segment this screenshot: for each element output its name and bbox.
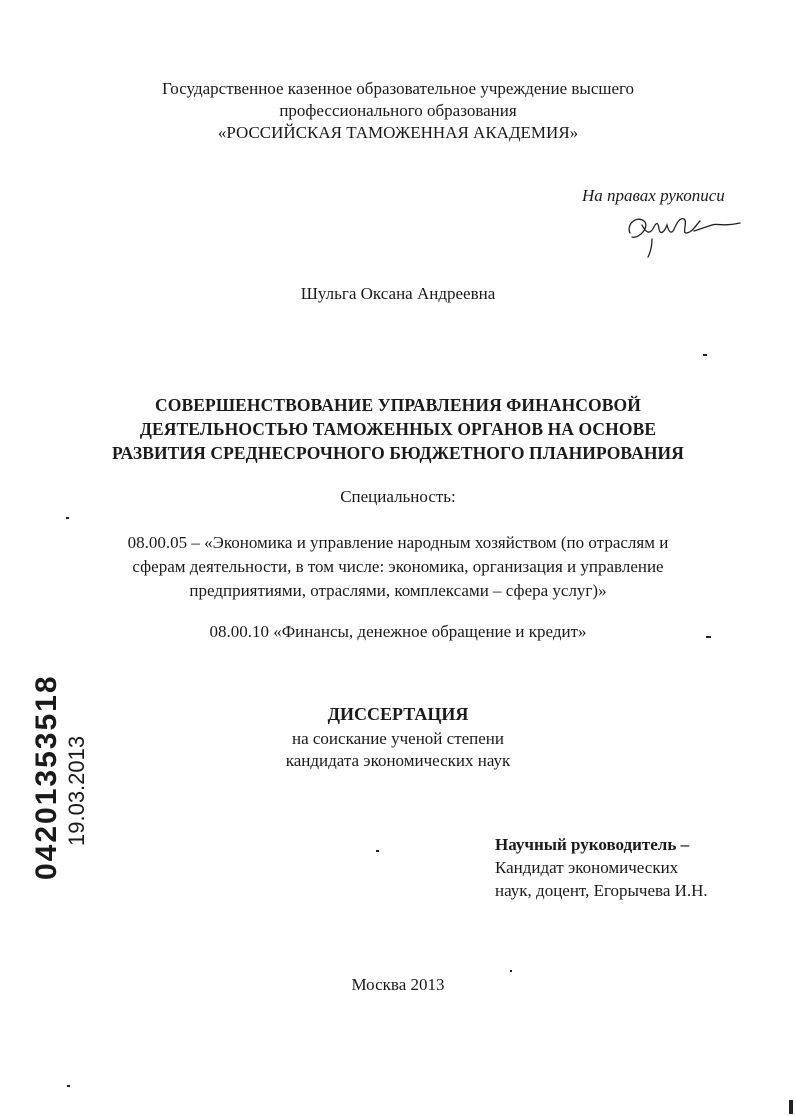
author-name: Шульга Оксана Андреевна (300, 284, 496, 303)
scan-speck (376, 850, 379, 852)
institution-header (0, 78, 796, 144)
rights-note: На правах рукописи (582, 186, 725, 205)
title-line-1: СОВЕРШЕНСТВОВАНИЕ УПРАВЛЕНИЯ ФИНАНСОВОЙ (155, 395, 641, 415)
stamp-date: 19.03.2013 (64, 735, 89, 846)
supervisor-block (495, 833, 785, 902)
dissertation-heading: ДИССЕРТАЦИЯ (327, 704, 469, 724)
scan-speck (510, 970, 512, 972)
institution-line-2: профессионального образования (279, 101, 517, 120)
city-year: Москва 2013 (351, 975, 445, 994)
dissertation-title (0, 393, 796, 465)
degree-line-1: на соискание ученой степени (291, 729, 505, 748)
institution-line-3: «РОССИЙСКАЯ ТАМОЖЕННАЯ АКАДЕМИЯ» (217, 123, 579, 142)
title-line-2: ДЕЯТЕЛЬНОСТЬЮ ТАМОЖЕННЫХ ОРГАНОВ НА ОСНОВЕ (139, 419, 657, 439)
supervisor-line-2: наук, доцент, Егорычева И.Н. (495, 881, 708, 900)
degree-info (0, 728, 796, 772)
institution-line-1: Государственное казенное образовательное учреждение высшего (161, 79, 635, 98)
degree-line-2: кандидата экономических наук (285, 751, 511, 770)
specialty-second: 08.00.10 «Финансы, денежное обращение и кредит» (209, 622, 587, 641)
supervisor-heading: Научный руководитель – (495, 835, 690, 854)
library-stamp (30, 640, 100, 880)
scan-speck (789, 1100, 793, 1114)
title-line-3: РАЗВИТИЯ СРЕДНЕСРОЧНОГО БЮДЖЕТНОГО ПЛАНИРОВАНИЯ (112, 443, 684, 463)
stamp-number: 04201353518 (30, 674, 63, 880)
specialty-first (0, 531, 796, 603)
scan-speck (706, 636, 711, 638)
scan-speck (703, 354, 707, 356)
specialty-first-line-3: предприятиями, отраслями, комплексами – сфера услуг)» (189, 581, 607, 600)
specialty-label: Специальность: (340, 487, 456, 506)
specialty-first-line-2: сферам деятельности, в том числе: экономика, организация и управление (132, 557, 664, 576)
supervisor-line-1: Кандидат экономических (495, 858, 679, 877)
handwritten-signature (622, 203, 742, 259)
scan-speck (66, 517, 69, 519)
specialty-first-line-1: 08.00.05 – «Экономика и управление народным хозяйством (по отраслям и (127, 533, 669, 552)
scan-speck (67, 1085, 70, 1087)
